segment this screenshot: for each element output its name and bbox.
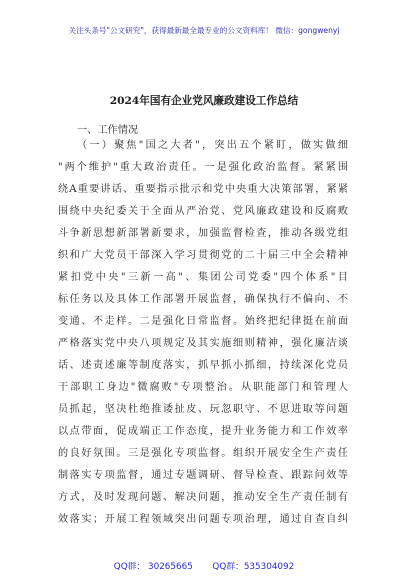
- body-line: 话、述责述廉等制度落实，抓早抓小抓细，持续深化党员: [58, 360, 348, 371]
- section-heading: 一、工作情况: [77, 125, 139, 136]
- body-line: 标任务以及具体工作部署开展监督，确保执行不偏向、不: [58, 294, 348, 305]
- body-line: 的良好氛围。三是强化专项监督。组织开展安全生产责任: [58, 448, 348, 459]
- body-line: "两个维护"重大政治责任。一是强化政治监督。紧紧围: [58, 162, 348, 173]
- body-line: 以点带面，促成端正工作态度，提升业务能力和工作效率: [58, 426, 348, 437]
- body-line: 员抓起，坚决杜绝推诿扯皮、玩忽职守、不思进取等问题: [58, 404, 348, 415]
- body-line: 效落实；开展工程领域突出问题专项治理，通过自查自纠: [58, 514, 348, 525]
- body-line: 干部职工身边"微腐败"专项整治。从职能部门和管理人: [58, 382, 348, 393]
- body-line: 变通、不走样。二是强化日常监督。始终把纪律挺在前面: [58, 316, 348, 327]
- body-line: 斗争新思想新部署新要求，加强监督检查，推动各级党组: [58, 228, 348, 239]
- body-line: 围绕中央纪委关于全面从严治党、党风廉政建设和反腐败: [58, 206, 348, 217]
- body-line: 织和广大党员干部深入学习贯彻党的二十届三中全会精神: [58, 250, 348, 261]
- body-line: 严格落实党中央八项规定及其实施细则精神，强化廉洁谈: [58, 338, 348, 349]
- document-title: 2024年国有企业党风廉政建设工作总结: [109, 95, 299, 107]
- body-line: 紧扣党中央"三新一高"、集团公司党委"四个体系"目: [58, 272, 348, 283]
- body-line: （一）聚焦"国之大者"，突出五个紧盯，做实做细: [77, 140, 348, 151]
- header-banner: 关注头条号"公文研究"，获得最新最全最专业的公文资料库！ 微信：gongwenyj: [68, 26, 340, 35]
- body-line: 方式，及时发现问题、解决问题，推动安全生产责任制有: [58, 492, 348, 503]
- footer-qq-group-2: QQ群：535304092: [212, 562, 295, 572]
- body-line: 绕A重要讲话、重要指示批示和党中央重大决策部署，紧紧: [58, 184, 348, 195]
- body-line: 制落实专项监督，通过专题调研、督导检查、跟踪问效等: [58, 470, 348, 481]
- footer-qq-group-1: QQ群： 30265665: [113, 562, 193, 572]
- footer-contacts: [0, 559, 408, 572]
